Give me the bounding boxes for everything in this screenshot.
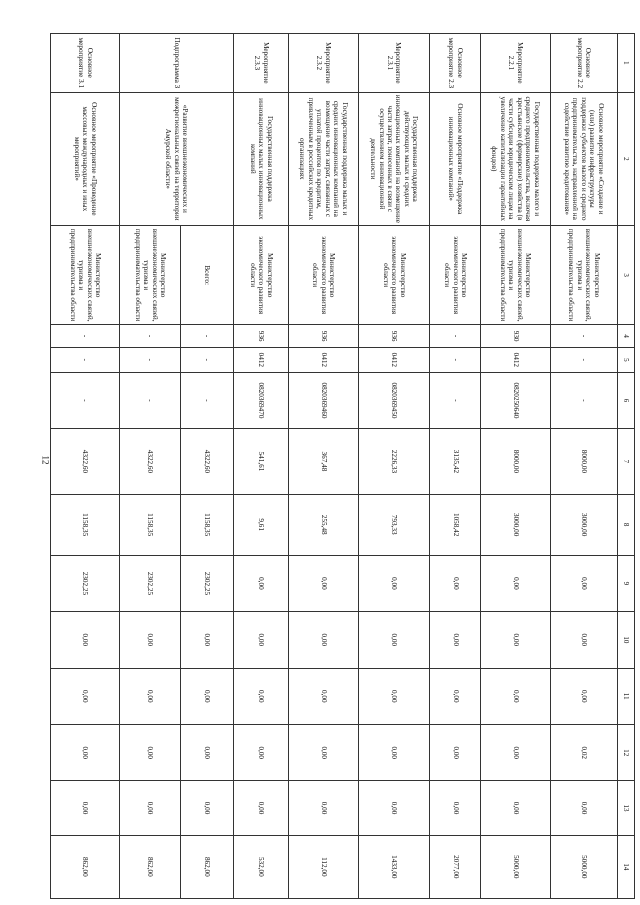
column-header: 8 bbox=[617, 494, 634, 555]
column-header: 2 bbox=[617, 92, 634, 225]
rotated-table-frame bbox=[50, 33, 635, 899]
table-cell: 930 bbox=[481, 325, 550, 348]
table-cell: 936 bbox=[358, 325, 430, 348]
table-cell: 0,00 bbox=[481, 555, 550, 611]
column-header: 7 bbox=[617, 429, 634, 494]
table-cell: Государственная поддержка инновационных малых инновационных компаний bbox=[233, 92, 289, 225]
column-header: 5 bbox=[617, 347, 634, 372]
table-cell: 0412 bbox=[358, 347, 430, 372]
table-cell: 9,61 bbox=[233, 494, 289, 555]
table-cell: 0,00 bbox=[430, 555, 481, 611]
table-cell: 0,00 bbox=[481, 612, 550, 668]
table-row bbox=[180, 34, 233, 899]
table-cell: Подпрограмма 3 bbox=[120, 34, 233, 93]
table-cell: 0,00 bbox=[550, 612, 617, 668]
table-row bbox=[289, 34, 358, 899]
table-cell: 0820369450 bbox=[358, 372, 430, 428]
table-cell: 0,00 bbox=[180, 668, 233, 724]
table-cell: - bbox=[550, 325, 617, 348]
table-cell: 0820369470 bbox=[233, 372, 289, 428]
table-cell: Министерство экономического развития области bbox=[358, 225, 430, 324]
table-cell: 0,00 bbox=[430, 781, 481, 835]
table-cell: 0,00 bbox=[481, 725, 550, 781]
table-cell: Государственная поддержка действующих малых и средних инновационных компаний на возмещение части затрат, понесенных в связи с осуществлением инновационной деятельности bbox=[358, 92, 430, 225]
table-cell: 1058,42 bbox=[430, 494, 481, 555]
table-cell: - bbox=[180, 325, 233, 348]
table-cell: 8000,00 bbox=[481, 429, 550, 494]
table-cell: 2302,25 bbox=[120, 555, 180, 611]
table-row bbox=[430, 34, 481, 899]
table-cell: 0,00 bbox=[233, 555, 289, 611]
table-cell: 1158,35 bbox=[51, 494, 120, 555]
table-cell: 541,61 bbox=[233, 429, 289, 494]
table-row bbox=[233, 34, 289, 899]
page-number: 12 bbox=[40, 455, 51, 465]
table-cell: 3135,42 bbox=[430, 429, 481, 494]
table-cell: Государственная поддержка малых и средних инновационных компаний на возмещение части затрат, связанных с уплатой процентов по кредитам, привлеченным в российских кредитных организациях bbox=[289, 92, 358, 225]
table-cell: - bbox=[120, 372, 180, 428]
table-cell: - bbox=[51, 347, 120, 372]
column-header: 1 bbox=[617, 34, 634, 93]
table-cell: 0,00 bbox=[430, 725, 481, 781]
table-cell: 2226,33 bbox=[358, 429, 430, 494]
table-cell: 0,00 bbox=[481, 668, 550, 724]
table-cell: - bbox=[550, 347, 617, 372]
table-cell: 0,00 bbox=[550, 555, 617, 611]
table-cell: 0,00 bbox=[120, 781, 180, 835]
table-cell: Основное мероприятие 3.1 bbox=[51, 34, 120, 93]
table-cell: 3000,00 bbox=[481, 494, 550, 555]
column-header: 10 bbox=[617, 612, 634, 668]
table-cell: 0,00 bbox=[289, 612, 358, 668]
table-cell: 0,00 bbox=[430, 612, 481, 668]
table-cell: 3000,00 bbox=[550, 494, 617, 555]
table-cell: 1158,35 bbox=[180, 494, 233, 555]
table-cell: - bbox=[51, 372, 120, 428]
table-cell: 0,00 bbox=[358, 781, 430, 835]
table-cell: 0820250640 bbox=[481, 372, 550, 428]
budget-table bbox=[50, 33, 635, 899]
table-cell: Мероприятие 2.3.2 bbox=[289, 34, 358, 93]
table-cell: Всего: bbox=[180, 225, 233, 324]
table-cell: 5000,00 bbox=[481, 835, 550, 898]
column-header: 14 bbox=[617, 835, 634, 898]
table-cell: 0,00 bbox=[358, 668, 430, 724]
table-cell: 0,00 bbox=[358, 725, 430, 781]
table-cell: Министерство экономического развития области bbox=[289, 225, 358, 324]
table-cell: 0,00 bbox=[51, 725, 120, 781]
table-cell: Государственная поддержка малого и среднего предпринимательства, включая крестьянские (фермерские) хозяйства (в части субсидии юридическим лицам на увеличение капитализации гарантийных фондов) bbox=[481, 92, 550, 225]
table-cell: 0,00 bbox=[233, 612, 289, 668]
table-cell: - bbox=[430, 372, 481, 428]
table-cell: 0,00 bbox=[550, 781, 617, 835]
table-cell: - bbox=[51, 325, 120, 348]
column-header: 6 bbox=[617, 372, 634, 428]
table-cell: 862,00 bbox=[120, 835, 180, 898]
table-container bbox=[50, 33, 635, 899]
table-cell: Мероприятие 2.2.1 bbox=[481, 34, 550, 93]
table-cell: 0,00 bbox=[51, 781, 120, 835]
table-cell: 0,00 bbox=[180, 781, 233, 835]
table-cell: Министерство внешнеэкономических связей, туризма и предпринимательства области bbox=[51, 225, 120, 324]
table-cell: «Развитие внешнеэкономических и межрегиональных связей на территории Амурской области» bbox=[120, 92, 233, 225]
table-row bbox=[550, 34, 617, 899]
table-cell: Основное мероприятие 2.2 bbox=[550, 34, 617, 93]
table-cell: 0,00 bbox=[120, 612, 180, 668]
table-cell: 0412 bbox=[481, 347, 550, 372]
header-row bbox=[617, 34, 634, 899]
table-cell: 2302,25 bbox=[51, 555, 120, 611]
column-header: 4 bbox=[617, 325, 634, 348]
table-row bbox=[51, 34, 120, 899]
table-cell: 0412 bbox=[233, 347, 289, 372]
table-cell: 255,48 bbox=[289, 494, 358, 555]
table-cell: 4322,60 bbox=[120, 429, 180, 494]
table-cell: 0,00 bbox=[550, 668, 617, 724]
table-cell: 0,00 bbox=[51, 668, 120, 724]
table-cell: 0,00 bbox=[289, 725, 358, 781]
table-cell: 936 bbox=[289, 325, 358, 348]
table-cell: 0,00 bbox=[233, 781, 289, 835]
table-cell: Мероприятие 2.3.3 bbox=[233, 34, 289, 93]
table-row bbox=[358, 34, 430, 899]
table-cell: Основное мероприятие 2.3 bbox=[430, 34, 481, 93]
table-cell: 5000,00 bbox=[550, 835, 617, 898]
table-cell: 8000,00 bbox=[550, 429, 617, 494]
column-header: 12 bbox=[617, 725, 634, 781]
table-cell: Мероприятие 2.3.1 bbox=[358, 34, 430, 93]
table-cell: Основное мероприятие «Проведение массовых международных и иных мероприятий» bbox=[51, 92, 120, 225]
table-cell: 793,33 bbox=[358, 494, 430, 555]
table-cell: Министерство внешнеэкономических связей, туризма и предпринимательства области bbox=[120, 225, 180, 324]
table-row bbox=[481, 34, 550, 899]
table-cell: 936 bbox=[233, 325, 289, 348]
table-cell: 0820369460 bbox=[289, 372, 358, 428]
table-cell: 0,00 bbox=[180, 612, 233, 668]
table-cell: - bbox=[430, 325, 481, 348]
table-cell: Министерство внешнеэкономических связей, туризма и предпринимательства области bbox=[550, 225, 617, 324]
table-cell: 862,00 bbox=[51, 835, 120, 898]
table-cell: 532,00 bbox=[233, 835, 289, 898]
table-cell: 0,00 bbox=[233, 725, 289, 781]
table-cell: 0,00 bbox=[481, 781, 550, 835]
table-cell: 0412 bbox=[289, 347, 358, 372]
table-cell: 2302,25 bbox=[180, 555, 233, 611]
table-cell: - bbox=[120, 347, 180, 372]
table-cell: 0,00 bbox=[180, 725, 233, 781]
table-cell: 0,00 bbox=[120, 725, 180, 781]
table-cell: 862,00 bbox=[180, 835, 233, 898]
table-cell: 0,00 bbox=[430, 668, 481, 724]
column-header: 9 bbox=[617, 555, 634, 611]
table-cell: 1433,00 bbox=[358, 835, 430, 898]
column-header: 3 bbox=[617, 225, 634, 324]
table-cell: - bbox=[120, 325, 180, 348]
column-header: 13 bbox=[617, 781, 634, 835]
table-cell: 0,00 bbox=[289, 555, 358, 611]
table-cell: Министерство внешнеэкономических связей, туризма и предпринимательства области bbox=[481, 225, 550, 324]
table-cell: Министерство экономического развития области bbox=[430, 225, 481, 324]
table-cell: Основное мероприятие «Поддержка инновационных компаний» bbox=[430, 92, 481, 225]
table-cell: 4322,60 bbox=[180, 429, 233, 494]
table-cell: - bbox=[180, 347, 233, 372]
table-cell: 0,00 bbox=[358, 612, 430, 668]
table-cell: Министерство экономического развития области bbox=[233, 225, 289, 324]
table-cell: 0,00 bbox=[289, 781, 358, 835]
table-cell: Основное мероприятие «Создание и (или) развитие инфраструктуры поддержки субъектов малого и среднего предпринимательства, направленной на содействие развитию кредитования» bbox=[550, 92, 617, 225]
table-cell: 0,00 bbox=[120, 668, 180, 724]
column-header: 11 bbox=[617, 668, 634, 724]
table-cell: 367,48 bbox=[289, 429, 358, 494]
table-cell: 1158,35 bbox=[120, 494, 180, 555]
table-cell: 0,00 bbox=[289, 668, 358, 724]
table-cell: 112,00 bbox=[289, 835, 358, 898]
table-cell: 0,00 bbox=[51, 612, 120, 668]
table-cell: 0,00 bbox=[358, 555, 430, 611]
table-cell: - bbox=[430, 347, 481, 372]
table-cell: 0,00 bbox=[233, 668, 289, 724]
table-cell: 0,02 bbox=[550, 725, 617, 781]
table-cell: 4322,60 bbox=[51, 429, 120, 494]
table-cell: - bbox=[550, 372, 617, 428]
table-cell: - bbox=[180, 372, 233, 428]
table-cell: 2077,00 bbox=[430, 835, 481, 898]
